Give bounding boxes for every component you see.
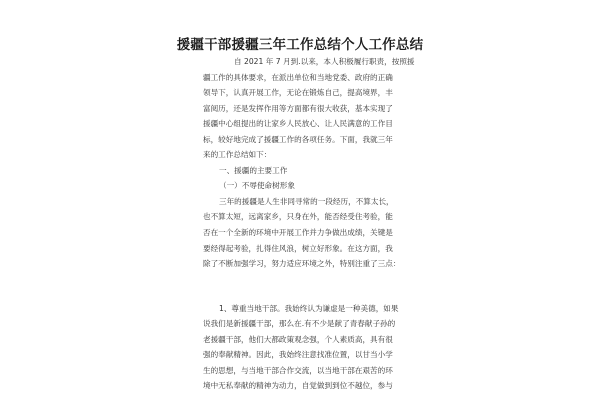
paragraph-gap: [203, 272, 413, 301]
body-line: 除了不断加强学习，努力适应环境之外，特别注重了三点：: [203, 259, 401, 269]
body-line: 生的思想，与当地干部合作交流，以当地干部在艰苦的环: [203, 365, 393, 375]
body-line: 富阅历，还是发挥作用等方面都有很大收获，基本实现了: [203, 103, 393, 113]
body-line: 老援疆干部，他们大都政策观念强，个人素质高，具有很: [203, 334, 393, 344]
body-line: 来的工作总结如下：: [203, 150, 272, 160]
body-line: 要经得起考验，扎得住风浪，树立好形象。在这方面，我: [203, 243, 393, 253]
body-line: 领导下，认真开展工作，无论在锻炼自己，提高境界，丰: [203, 88, 393, 98]
document-body: [203, 54, 413, 394]
body-line: 自 2021 年 7 月到.以来，本人积极履行职责，按照援: [234, 57, 415, 66]
body-line: 境中无私奉献的精神为动力，自觉做到到位不越位，参与: [203, 381, 393, 391]
body-line: 否在一个全新的环境中开展工作并力争做出成绩，关键是: [203, 228, 393, 238]
document-title: 援疆干部援疆三年工作总结个人工作总结: [176, 37, 424, 53]
body-line: 三年的援疆是人生非同寻常的一段经历，不算太长，: [219, 196, 394, 206]
body-line: 标，较好地完成了援疆工作的各项任务。下面，我就三年: [203, 134, 393, 144]
subsection-heading: （一）不辱使命树形象: [219, 181, 295, 191]
body-line: 援疆中心组提出的让家乡人民放心、让人民满意的工作目: [203, 119, 393, 129]
body-line: 1、尊重当地干部。我始终认为谦虚是一种美德，如果: [219, 303, 399, 313]
section-heading: 一、援疆的主要工作: [219, 165, 288, 175]
body-line: 强的奉献精神。因此，我始终注意找准位置，以甘当小学: [203, 350, 393, 360]
body-line: 也不算太短，远离家乡，只身在外，能否经受住考验，能: [203, 212, 393, 222]
body-line: 疆工作的具体要求，在派出单位和当地党委、政府的正确: [203, 72, 393, 82]
body-line: 说我们是新援疆干部，那么在.有不少是献了青春献子孙的: [203, 319, 396, 329]
